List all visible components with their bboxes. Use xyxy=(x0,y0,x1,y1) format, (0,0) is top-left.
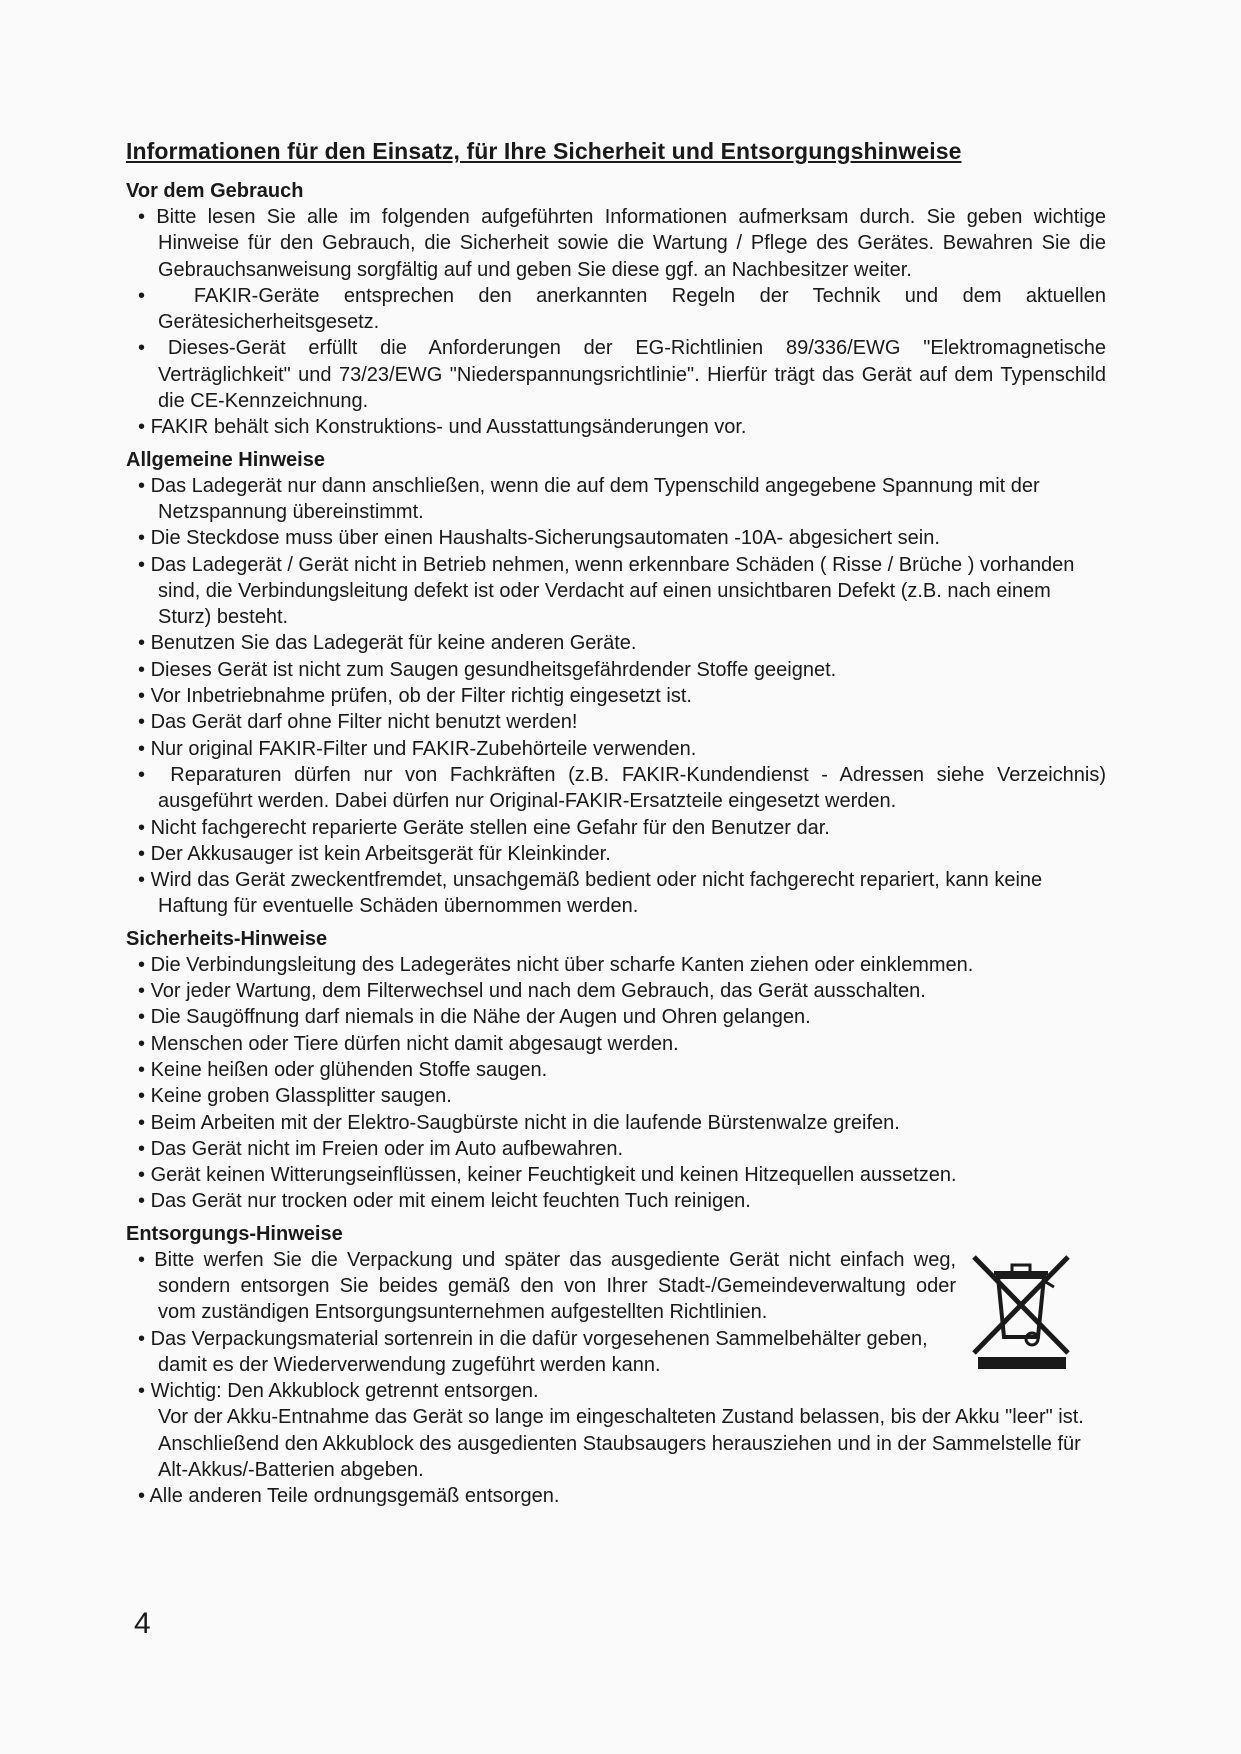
before-use-list xyxy=(126,204,1106,441)
page-number: 4 xyxy=(134,1607,151,1640)
list-item: • Das Gerät nur trocken oder mit einem leicht feuchten Tuch reinigen. xyxy=(138,1190,751,1213)
page-title: Informationen für den Einsatz, für Ihre Sicherheit und Entsorgungshinweise xyxy=(126,138,962,164)
list-item: • Nicht fachgerecht reparierte Geräte stellen eine Gefahr für den Benutzer dar. xyxy=(138,816,830,839)
disposal-section xyxy=(126,1221,1106,1510)
list-item: • Nur original FAKIR-Filter und FAKIR-Zubehörteile verwenden. xyxy=(138,737,697,760)
list-item: • Bitte lesen Sie alle im folgenden aufgeführten Informationen aufmerksam durch. Sie geben wichtige Hinweise für den Gebrauch, die Sicherheit sowie die Wartung / Pflege des Gerätes. Bewahren Sie die Gebrauchsanweisung sorgfältig auf und geben Sie diese ggf. an Nachbesitzer weiter. xyxy=(138,206,1106,281)
list-item: • Wird das Gerät zweckentfremdet, unsachgemäß bedient oder nicht fachgerecht repariert, kann keine Haftung für eventuelle Schäden übernommen werden. xyxy=(138,869,1043,918)
crossed-out-wheelie-bin-icon xyxy=(966,1251,1076,1371)
list-item: • Das Ladegerät nur dann anschließen, wenn die auf dem Typenschild angegebene Spannung mit der Netzspannung übereinstimmt. xyxy=(138,474,1040,523)
list-item: • Vor Inbetriebnahme prüfen, ob der Filter richtig eingesetzt ist. xyxy=(138,685,692,708)
list-item: • Alle anderen Teile ordnungsgemäß entsorgen. xyxy=(138,1485,560,1508)
section-heading-safety: Sicherheits-Hinweise xyxy=(126,927,328,950)
list-item: • Die Verbindungsleitung des Ladegerätes nicht über scharfe Kanten ziehen oder einklemmen. xyxy=(138,953,974,976)
list-item: • FAKIR-Geräte entsprechen den anerkannten Regeln der Technik und dem aktuellen Gerätesicherheitsgesetz. xyxy=(138,284,1106,334)
page-content xyxy=(126,136,1106,1510)
list-item: • Beim Arbeiten mit der Elektro-Saugbürste nicht in die laufende Bürstenwalze greifen. xyxy=(138,1111,900,1134)
list-item: • Keine groben Glassplitter saugen. xyxy=(138,1085,452,1108)
list-item: • Benutzen Sie das Ladegerät für keine anderen Geräte. xyxy=(138,632,637,655)
list-item: • Vor jeder Wartung, dem Filterwechsel und nach dem Gebrauch, das Gerät ausschalten. xyxy=(138,980,926,1003)
safety-list xyxy=(126,952,1106,1215)
list-item: • Wichtig: Den Akkublock getrennt entsorgen. Vor der Akku-Entnahme das Gerät so lange im eingeschalteten Zustand belassen, bis der Akku "leer" ist. Anschließend den Akkublock des ausgedienten Staubsaugers herausziehen und in der Sammelstelle für Alt-Akkus/-Batterien abgeben. xyxy=(138,1380,1084,1482)
list-item: • Keine heißen oder glühenden Stoffe saugen. xyxy=(138,1058,548,1081)
section-heading-before-use: Vor dem Gebrauch xyxy=(126,180,304,202)
list-item: • Menschen oder Tiere dürfen nicht damit abgesaugt werden. xyxy=(138,1032,679,1055)
list-item: • Das Verpackungsmaterial sortenrein in die dafür vorgesehenen Sammelbehälter geben, damit es der Wiederverwendung zugeführt werden kann. xyxy=(138,1327,928,1376)
list-item: • Die Saugöffnung darf niemals in die Nähe der Augen und Ohren gelangen. xyxy=(138,1006,811,1029)
section-heading-disposal: Entsorgungs-Hinweise xyxy=(126,1222,343,1245)
list-item: • Das Gerät darf ohne Filter nicht benutzt werden! xyxy=(138,711,578,734)
list-item: • Der Akkusauger ist kein Arbeitsgerät für Kleinkinder. xyxy=(138,842,611,865)
list-item: • Bitte werfen Sie die Verpackung und später das ausgediente Gerät nicht einfach weg, sondern entsorgen Sie beides gemäß den von Ihrer Stadt-/Gemeindeverwaltung oder vom zuständigen Entsorgungsunternehmen aufgestellten Richtlinien. xyxy=(138,1248,956,1324)
list-item: • Die Steckdose muss über einen Haushalts-Sicherungsautomaten -10A- abgesichert sein. xyxy=(138,527,940,550)
list-item: • FAKIR behält sich Konstruktions- und Ausstattungsänderungen vor. xyxy=(138,416,747,439)
list-item: • Das Ladegerät / Gerät nicht in Betrieb nehmen, wenn erkennbare Schäden ( Risse / Brüche ) vorhanden sind, die Verbindungsleitung defekt ist oder Verdacht auf einen unsichtbaren Defekt (z.B. nach einem Sturz) besteht. xyxy=(138,553,1075,629)
section-heading-general: Allgemeine Hinweise xyxy=(126,448,325,471)
list-item: • Dieses-Gerät erfüllt die Anforderungen der EG-Richtlinien 89/336/EWG "Elektromagnetische Verträglichkeit" und 73/23/EWG "Niederspannungsrichtlinie". Hierfür trägt das Gerät auf dem Typenschild die CE-Kennzeichnung. xyxy=(138,337,1107,413)
list-item: • Reparaturen dürfen nur von Fachkräften (z.B. FAKIR-Kundendienst - Adressen siehe Verzeichnis) ausgeführt werden. Dabei dürfen nur Original-FAKIR-Ersatzteile eingesetzt werden. xyxy=(138,763,1106,813)
list-item: • Gerät keinen Witterungseinflüssen, keiner Feuchtigkeit und keinen Hitzequellen aussetzen. xyxy=(138,1164,957,1187)
general-list xyxy=(126,473,1106,920)
list-item: • Das Gerät nicht im Freien oder im Auto aufbewahren. xyxy=(138,1137,624,1160)
list-item: • Dieses Gerät ist nicht zum Saugen gesundheitsgefährdender Stoffe geeignet. xyxy=(138,658,837,681)
disposal-list xyxy=(126,1247,1106,1510)
